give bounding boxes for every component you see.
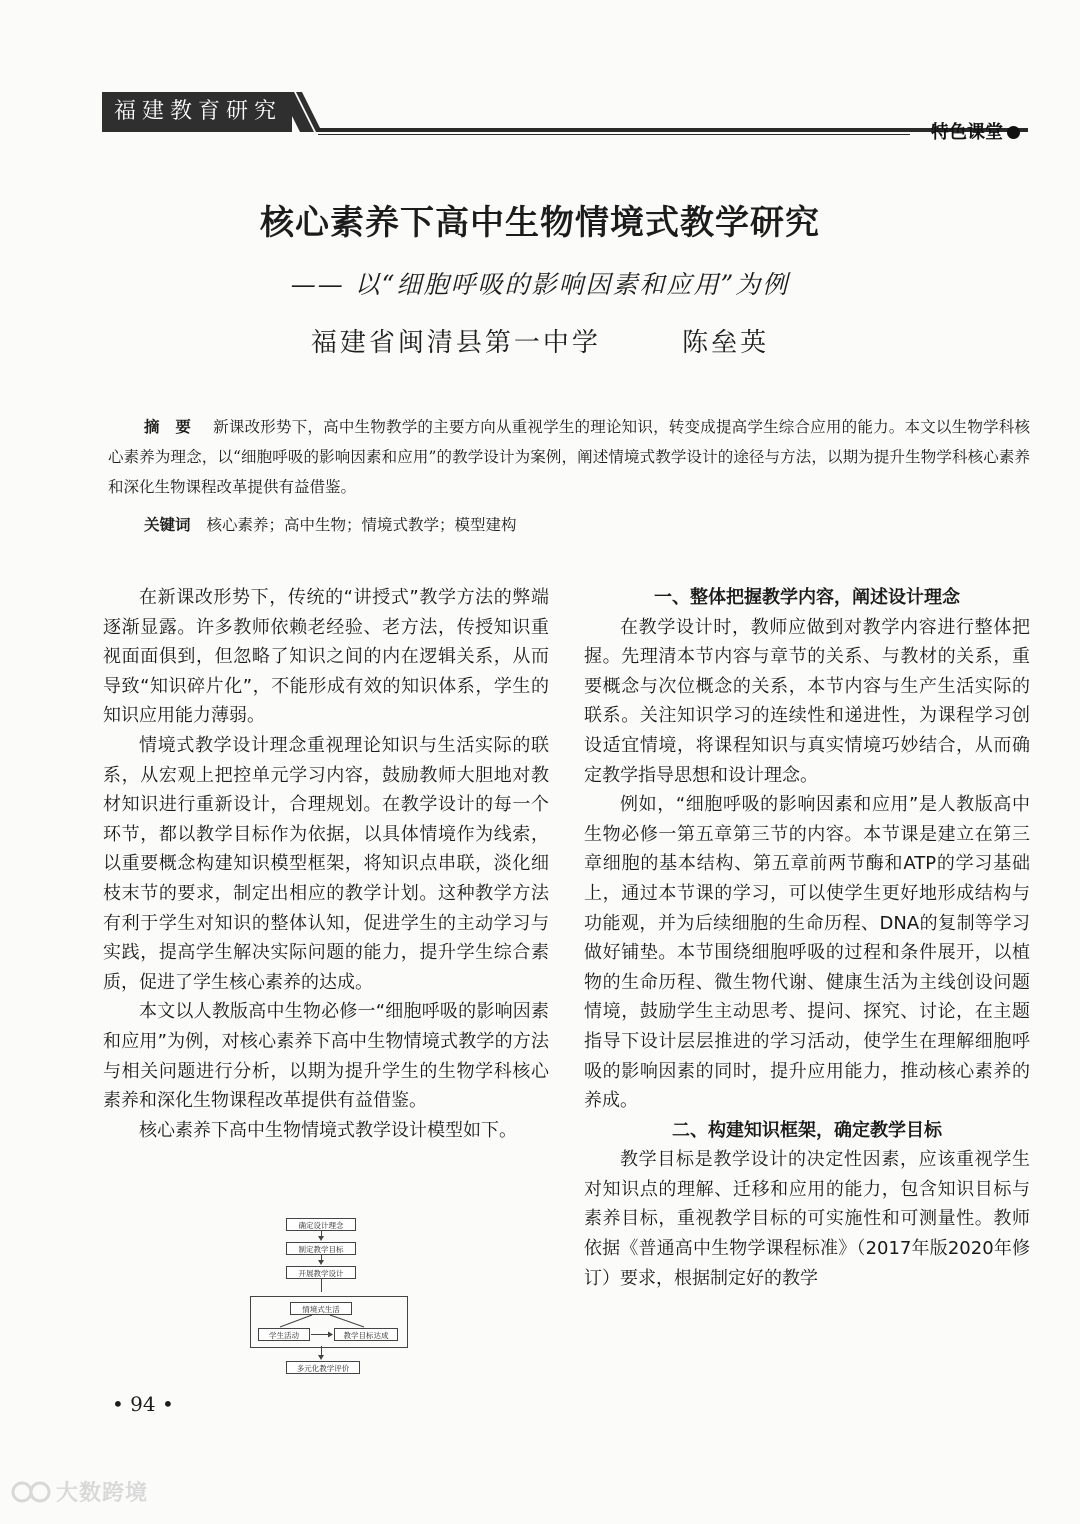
arrow-down-icon [318, 1355, 324, 1360]
watermark [10, 1476, 148, 1507]
arrow-down-icon [318, 1260, 324, 1265]
article-subtitle: —— 以“细胞呼吸的影响因素和应用”为例 [290, 270, 790, 299]
paragraph: 教学目标是教学设计的决定性因素，应该重视学生对知识点的理解、迁移和应用的能力，包含知识目标与素养目标，重视教学目标的可实施性和可测量性。教师依据《普通高中生物学课程标准》（2017年版2020年修订）要求，根据制定好的教学 [584, 1149, 1030, 1289]
article-title: 核心素养下高中生物情境式教学研究 [260, 203, 820, 243]
watermark-logo-icon [10, 1479, 56, 1505]
abstract-text: 新课改形势下，高中生物教学的主要方向从重视学生的理论知识，转变成提高学生综合应用的能力。本文以生物学科核心素养为理念，以“细胞呼吸的影响因素和应用”的教学设计为案例，阐述情境式教学设计的途径与方法，以期为提升生物学科核心素养和深化生物课程改革提供有益借鉴。 [108, 418, 1030, 496]
keywords-label: 关键词 [144, 516, 191, 534]
author: 陈垒英 [682, 328, 770, 358]
page-number: • 94 • [112, 1392, 174, 1416]
left-column [103, 583, 549, 1145]
flow-step-objectives: 制定教学目标 [286, 1242, 356, 1255]
right-column [584, 583, 1030, 1293]
arrow-right-icon [310, 1328, 334, 1341]
flow-step-design: 开展教学设计 [286, 1266, 356, 1279]
flow-step-concept: 确定设计理念 [286, 1218, 356, 1231]
section-heading: 二、构建知识框架，确定教学目标 [672, 1119, 942, 1141]
paragraph: 在新课改形势下，传统的“讲授式”教学方法的弊端逐渐显露。许多教师依赖老经验、老方法，传授知识重视面面俱到，但忽略了知识之间的内在逻辑关系，从而导致“知识碎片化”，不能形成有效的知识体系，学生的知识应用能力薄弱。 [103, 587, 549, 727]
flow-step-activity: 学生活动 [258, 1328, 310, 1341]
banner-chevron-icon [280, 92, 320, 134]
section-heading: 一、整体把握教学内容，阐述设计理念 [654, 587, 960, 608]
section-label [931, 118, 1020, 144]
paragraph: 在教学设计时，教师应做到对教学内容进行整体把握。先理清本节内容与章节的关系、与教材的关系，重要概念与次位概念的关系，本节内容与生产生活实际的联系。关注知识学习的连续性和递进性，为课程学习创设适宜情境，将课程知识与真实情境巧妙结合，从而确定教学指导思想和设计理念。 [584, 616, 1030, 786]
flow-connector [321, 1279, 322, 1292]
affiliation: 福建省闽清县第一中学 [310, 328, 601, 358]
keywords-text: 核心素养；高中生物；情境式教学；模型建构 [206, 516, 517, 534]
section-label-text: 特色课堂 [931, 122, 1003, 143]
abstract-label: 摘 要 [144, 418, 192, 436]
paragraph: 情境式教学设计理念重视理论知识与生活实际的联系，从宏观上把控单元学习内容，鼓励教师大胆地对教材知识进行重新设计，合理规划。在教学设计的每一个环节，都以教学目标作为依据，以具体情境作为线索，以重要概念构建知识模型框架，将知识点串联，淡化细枝末节的要求，制定出相应的教学计划。这种教学方法有利于学生对知识的整体认知，促进学生的主动学习与实践，提高学生解决实际问题的能力，提升学生综合素质，促进了学生核心素养的达成。 [103, 734, 549, 993]
paragraph: 核心素养下高中生物情境式教学设计模型如下。 [139, 1119, 517, 1141]
watermark-text: 大数跨境 [56, 1481, 149, 1506]
byline [0, 322, 1080, 359]
flow-step-evaluation: 多元化教学评价 [286, 1361, 360, 1374]
paragraph: 例如，“细胞呼吸的影响因素和应用”是人教版高中生物必修一第五章第三节的内容。本节课是建立在第三章细胞的基本结构、第五章前两节酶和ATP的学习基础上，通过本节课的学习，可以使学生更好地形成结构与功能观，并为后续细胞的生命历程、DNA的复制等学习做好铺垫。本节围绕细胞呼吸的过程和条件展开，以植物的生命历程、微生物代谢、健康生活为主线创设问题情境，鼓励学生主动思考、提问、探究、讨论，在主题指导下设计层层推进的学习活动，使学生在理解细胞呼吸的影响因素的同时，提升应用能力，推动核心素养的养成。 [584, 794, 1030, 1112]
flow-step-situation: 情境式生活 [290, 1302, 352, 1315]
teaching-design-flowchart [246, 1218, 408, 1378]
bullet-dot-icon [1007, 126, 1020, 139]
keywords [144, 510, 517, 540]
header-rule [318, 128, 1028, 132]
header-rule-thin [318, 134, 910, 135]
paragraph: 本文以人教版高中生物必修一“细胞呼吸的影响因素和应用”为例，对核心素养下高中生物情境式教学的方法与相关问题进行分析，以期为提升学生的生物学科核心素养和深化生物课程改革提供有益借鉴。 [103, 1001, 549, 1112]
flow-step-goal-achieved: 教学目标达成 [334, 1328, 398, 1341]
journal-banner [102, 92, 292, 132]
arrow-down-icon [318, 1236, 324, 1241]
abstract [108, 412, 1030, 502]
journal-name: 福建教育研究 [114, 99, 283, 124]
